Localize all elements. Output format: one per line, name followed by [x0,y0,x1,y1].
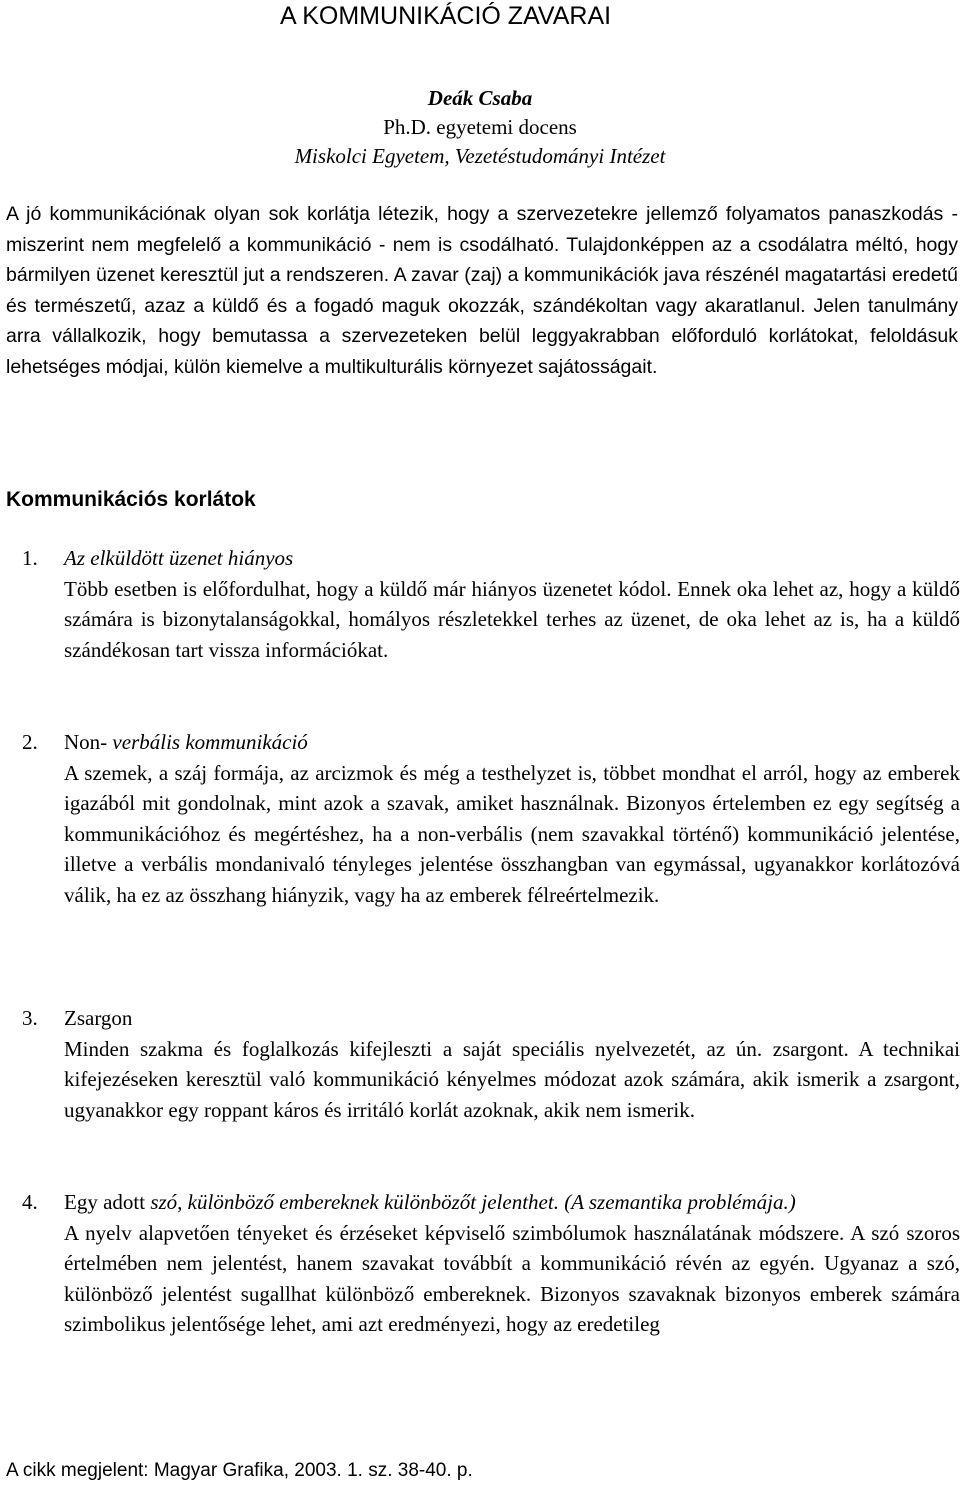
item-number: 2. [22,730,38,754]
publication-footnote: A cikk megjelent: Magyar Grafika, 2003. 1. sz. 38-40. p. [6,1460,473,1481]
item-title: Non- verbális kommunikáció [64,730,308,754]
item-title: Zsargon [64,1006,133,1030]
item-number: 1. [22,546,38,570]
author-block [0,84,960,171]
item-body: Minden szakma és foglalkozás kifejleszti a saját speciális nyelvezetét, az ún. zsargont. A technikai kifejezéseken keresztül való kommunikáció kényelmes módozat azok számára, akik ismerik a zsargont, ugyanakkor egy roppant káros és irritáló korlát azoknak, akik nem ismerik. [64,1036,960,1122]
abstract-paragraph: A jó kommunikációnak olyan sok korlátja létezik, hogy a szervezetekre jellemző folyamatos panaszkodás - miszerint nem megfelelő a kommunikáció - nem is csodálható. Tulajdonképpen az a csodálatra méltó, hogy bármilyen üzenet keresztül jut a rendszeren. A zavar (zaj) a kommunikációk java részénél magatartási eredetű és természetű, azaz a küldő és a fogadó maguk okozzák, szándékoltan vagy akaratlanul. Jelen tanulmány arra vállalkozik, hogy bemutassa a szervezeteken belül leggyakrabban előforduló korlátokat, feloldásuk lehetséges módjai, külön kiemelve a multikulturális környezet sajátosságait. [6,203,958,378]
author-name: Deák Csaba [427,86,533,110]
item-title: Az elküldött üzenet hiányos [64,546,294,570]
item-body: A szemek, a száj formája, az arcizmok és még a testhelyzet is, többet mondhat el arról, hogy az emberek igazából mit gondolnak, mint azok a szavak, amiket használnak. Bizonyos értelemben ez egy segítség a kommunikációhoz és megértéshez, ha a non-verbális (nem szavakkal történő) kommunikáció jelentése, illetve a verbális mondanivaló tényleges jelentése összhangban van egymással, ugyanakkor korlátozóvá válik, ha ez az összhang hiányzik, vagy ha az emberek félreértelmezik. [64,760,960,907]
list-item [6,1187,960,1340]
item-title: Egy adott szó, különböző embereknek különbözőt jelenthet. (A szemantika problémája.) [64,1190,796,1214]
list-item [6,543,960,665]
page-title: A KOMMUNIKÁCIÓ ZAVARAI [280,2,612,30]
section-heading: Kommunikációs korlátok [6,488,256,511]
list-item [6,727,960,910]
item-number: 4. [22,1190,38,1214]
item-number: 3. [22,1006,38,1030]
item-body: A nyelv alapvetően tényeket és érzéseket képviselő szimbólumok használatának módszere. A szó szoros értelmében nem jelentést, hanem szavakat továbbít a kommunikáció révén az egyén. Ugyanaz a szó, különböző jelentést sugallhat különböző embereknek. Bizonyos szavaknak bizonyos emberek számára szimbolikus jelentősége lehet, ami azt eredményezi, hogy az eredetileg [64,1220,960,1336]
item-body: Több esetben is előfordulhat, hogy a küldő már hiányos üzenetet kódol. Ennek oka lehet az, hogy a küldő számára is bizonytalanságokkal, homályos részletekkel terhes az üzenet, de oka lehet az is, ha a küldő szándékosan tart vissza információkat. [64,576,960,662]
author-degree: Ph.D. egyetemi docens [383,115,577,139]
author-institution: Miskolci Egyetem, Vezetéstudományi Intézet [294,144,666,168]
list-item [6,1003,960,1125]
